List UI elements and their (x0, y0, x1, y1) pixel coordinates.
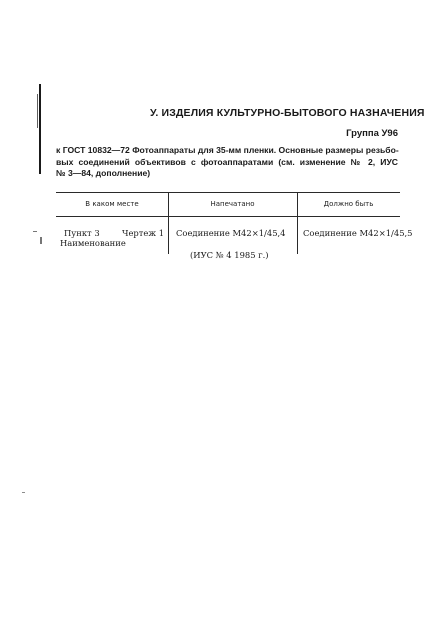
scan-edge-mark (39, 84, 41, 174)
table-cell-place-name: Наименование (60, 238, 126, 248)
table-top-rule (56, 192, 400, 193)
table-header-printed: Напечатано (210, 200, 255, 208)
table-cell-should-be: Соединение М42×1/45,5 (303, 228, 413, 238)
corrections-table (56, 192, 413, 254)
table-cell-printed: Соединение М42×1/45,4 (176, 228, 286, 238)
group-label: Группа У96 (346, 128, 398, 139)
scan-edge-mark (40, 237, 42, 244)
table-header-should-be: Должно быть (323, 200, 374, 208)
table-header-place: В каком месте (85, 200, 139, 208)
amendment-heading (56, 145, 398, 180)
section-title: У. ИЗДЕЛИЯ КУЛЬТУРНО-БЫТОВОГО НАЗНАЧЕНИЯ (150, 107, 425, 119)
scan-edge-mark (33, 231, 37, 232)
table-header-rule (56, 216, 400, 217)
table-cell-place-drawing: Чертеж 1 (122, 228, 165, 238)
scan-edge-mark (37, 94, 38, 128)
amendment-line: вых соединений объективов с фотоаппаратами (см. изменение № 2, ИУС (56, 156, 398, 167)
scan-edge-mark (22, 492, 25, 493)
amendment-line: к ГОСТ 10832—72 Фотоаппараты для 35-мм пленки. Основные размеры резьбо- (56, 145, 399, 155)
table-cell-place-clause: Пункт 3 (64, 228, 100, 238)
footer-reference: (ИУС № 4 1985 г.) (190, 250, 269, 260)
amendment-line: № 3—84, дополнение) (56, 168, 151, 178)
